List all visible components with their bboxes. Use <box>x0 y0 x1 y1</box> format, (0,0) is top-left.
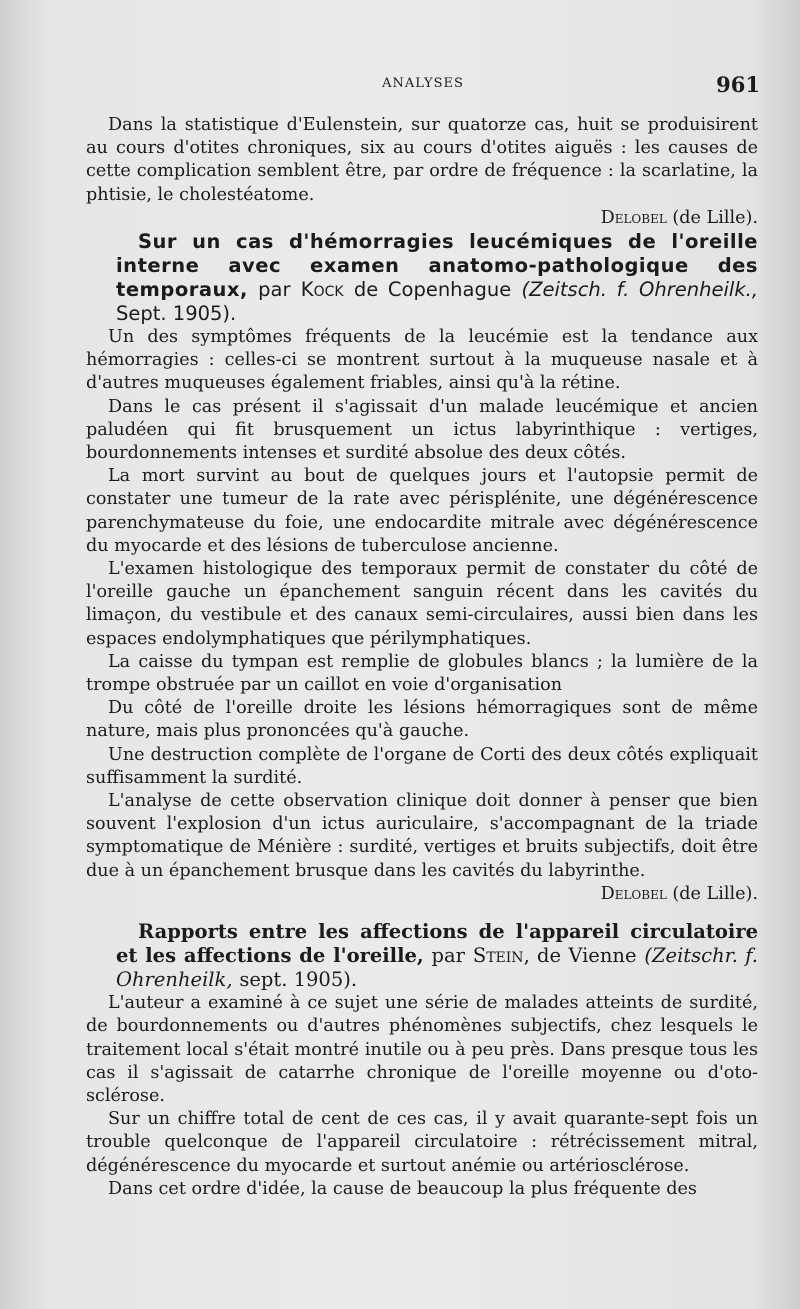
article2-paragraph: L'auteur a examiné à ce sujet une série de malades atteints de surdité, de bourdonnements ou d'autres phénomènes subjectifs, chez lesquels le traitement local s'était montré inutile ou à peu près. Dans presque tous les cas il s'agissait de catarrhe chronique de l'oreille moyenne ou d'oto-sclérose. <box>86 993 758 1106</box>
intro-paragraph: Dans la statistique d'Eulenstein, sur quatorze cas, huit se produisirent au cours d'otites chroniques, six au cours d'otites aiguës : les causes de cette complication semblent être, par ordre de fréquence : la scarlatine, la phtisie, le cholestéatome. <box>86 115 758 205</box>
article1-author-place: de Copenhague <box>353 278 512 302</box>
article2-title <box>86 920 758 992</box>
running-head: ANALYSES <box>382 76 464 91</box>
article1-paragraph: Une destruction complète de l'organe de Corti des deux côtés expliquait suffisamment la surdité. <box>86 744 758 788</box>
signature-name: Delobel <box>600 207 667 228</box>
section-spacer <box>86 906 758 920</box>
article1-journal: (Zeitsch. f. Ohrenheilk., <box>521 278 759 302</box>
article2-author-place: , de Vienne <box>523 944 637 968</box>
article1-paragraph: Dans le cas présent il s'agissait d'un malade leucémique et ancien paludéen qui fit brusquement un ictus labyrinthique : vertiges, bourdonnements intenses et surdité absolue des deux côtés. <box>86 396 758 464</box>
article1-date: Sept. 1905). <box>116 302 237 326</box>
article2-by: par <box>431 944 465 968</box>
page-text <box>86 114 758 1201</box>
article1-paragraph: L'analyse de cette observation clinique doit donner à penser que bien souvent l'explosion d'un ictus auriculaire, s'accompagnant de la triade symptomatique de Ménière : surdité, vertiges et bruits subjectifs, doit être due à un épanchement brusque dans les cavités du labyrinthe. <box>86 791 758 881</box>
page-header <box>86 72 760 96</box>
article1-paragraph: L'examen histologique des temporaux permit de constater du côté de l'oreille gauche un épanchement sanguin récent dans les cavités du limaçon, du vestibule et des canaux semi-circulaires, aussi bien dans les espaces endolymphatiques que périlymphatiques. <box>86 559 758 649</box>
article1-title-bold: Sur un cas d'hémorragies leucémiques de l'oreille interne avec examen anatomo-pathologique des temporaux, <box>116 230 758 302</box>
article1-paragraph: Un des symptômes fréquents de la leucémie est la tendance aux hémorragies : celles-ci se montrent surtout à la muqueuse nasale et à d'autres muqueuses également friables, ainsi qu'à la rétine. <box>86 327 758 394</box>
signature-place: (de Lille). <box>672 207 758 228</box>
signature-place: (de Lille). <box>672 883 758 904</box>
article1-by: par <box>258 278 291 302</box>
article2-paragraph: Sur un chiffre total de cent de ces cas, il y avait quarante-sept fois un trouble quelconque de l'appareil circulatoire : rétrécissement mitral, dégénérescence du myocarde et surtout anémie ou artériosclérose. <box>86 1109 758 1176</box>
article1-paragraph: Du côté de l'oreille droite les lésions hémorragiques sont de même nature, mais plus prononcées qu'à gauche. <box>86 698 758 742</box>
article1-author: Kock <box>300 278 344 302</box>
signature-name: Delobel <box>600 883 667 904</box>
intro-signature <box>86 207 758 230</box>
page-number: 961 <box>716 72 760 97</box>
article1-paragraph: La caisse du tympan est remplie de globules blancs ; la lumière de la trompe obstruée par un caillot en voie d'organisation <box>86 651 758 696</box>
article2-date: sept. 1905). <box>239 968 358 992</box>
article1-title <box>86 230 758 326</box>
article2-journal: (Zeitschr. f. Ohrenheilk, <box>116 944 759 992</box>
article1-paragraph: La mort survint au bout de quelques jours et l'autopsie permit de constater une tumeur de la rate avec périsplénite, une dégénérescence parenchymateuse du foie, une endocardite mitrale avec dégénérescence du myocarde et des lésions de tuberculose ancienne. <box>86 466 758 556</box>
article2-paragraph: Dans cet ordre d'idée, la cause de beaucoup la plus fréquente des <box>108 1178 697 1199</box>
article1-signature <box>86 883 758 906</box>
article2-author: Stein <box>472 944 524 968</box>
article2-title-bold: Rapports entre les affections de l'appareil circulatoire et les affections de l'oreille, <box>116 920 758 968</box>
